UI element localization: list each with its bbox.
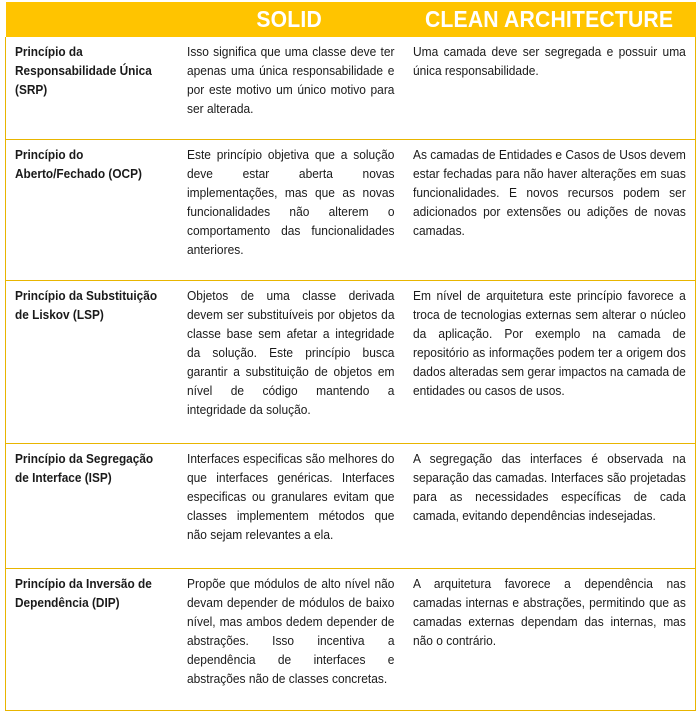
table-row xyxy=(6,569,696,711)
clean-architecture-description-text: A arquitetura favorece a dependência nas camadas internas e abstrações, permitindo que as camadas externas dependam das internas, mas não o contrário. xyxy=(412,577,686,648)
table-row xyxy=(6,444,696,569)
table-body xyxy=(6,37,696,711)
table-head xyxy=(6,2,696,37)
principle-name-text: Princípio da Segregação de Interface (ISP) xyxy=(15,452,154,485)
cell-solid-description xyxy=(178,281,404,444)
cell-principle-name xyxy=(6,281,178,444)
cell-clean-architecture-description xyxy=(404,281,696,444)
table-row xyxy=(6,281,696,444)
table-header-row xyxy=(6,2,696,37)
principle-name-text: Princípio do Aberto/Fechado (OCP) xyxy=(15,148,142,181)
cell-clean-architecture-description xyxy=(404,569,696,711)
solid-description-text: Propõe que módulos de alto nível não devam depender de módulos de baixo nível, mas ambos dedem depender de abstrações. Isso incentiva a dependência de interfaces e abstrações não de classes concretas. xyxy=(186,577,394,686)
principle-name-text: Princípio da Substituição de Liskov (LSP) xyxy=(15,289,158,322)
cell-principle-name xyxy=(6,37,178,140)
cell-clean-architecture-description xyxy=(404,140,696,281)
column-header-solid xyxy=(178,2,404,37)
solid-description-text: Interfaces especificas são melhores do que interfaces genéricas. Interfaces especificas ou granulares evitam que classes implementem métodos que não sejam relevantes a ela. xyxy=(186,452,394,542)
solid-clean-architecture-comparison-table xyxy=(5,2,696,711)
table-row xyxy=(6,37,696,140)
clean-architecture-description-text: As camadas de Entidades e Casos de Usos devem estar fechadas para não haver alterações em suas funcionalidades. E novos recursos podem ser adicionados por extensões ou adições de novas camadas. xyxy=(412,148,686,238)
column-header-clean-architecture xyxy=(404,2,696,37)
principle-name-text: Princípio da Responsabilidade Única (SRP) xyxy=(15,45,152,97)
cell-principle-name xyxy=(6,569,178,711)
cell-solid-description xyxy=(178,140,404,281)
column-header-clean-architecture-label: CLEAN ARCHITECTURE xyxy=(424,6,673,32)
solid-description-text: Este princípio objetiva que a solução deve estar aberta novas implementações, mas que as novas funcionalidades não alterem o comportamento das funcionalidades anteriores. xyxy=(186,148,394,257)
clean-architecture-description-text: Em nível de arquitetura este princípio favorece a troca de tecnologias externas sem alterar o núcleo da aplicação. Por exemplo na camada de repositório as informações podem ter a origem dos dados alteradas sem gerar impactos na camada de entidades ou casos de usos. xyxy=(412,289,686,398)
solid-description-text: Isso significa que uma classe deve ter apenas uma única responsabilidade e por este motivo um único motivo para ser alterada. xyxy=(186,45,394,116)
column-header-principle xyxy=(6,2,178,37)
cell-principle-name xyxy=(6,444,178,569)
solid-description-text: Objetos de uma classe derivada devem ser substituíveis por objetos da classe base sem afetar a integridade da solução. Este princípio busca garantir a substituição de objetos em nível de código mantendo a integridade da solução. xyxy=(186,289,394,417)
principle-name-text: Princípio da Inversão de Dependência (DIP) xyxy=(15,577,152,610)
clean-architecture-description-text: Uma camada deve ser segregada e possuir uma única responsabilidade. xyxy=(412,45,686,78)
cell-principle-name xyxy=(6,140,178,281)
cell-solid-description xyxy=(178,37,404,140)
table-row xyxy=(6,140,696,281)
cell-solid-description xyxy=(178,569,404,711)
cell-solid-description xyxy=(178,444,404,569)
cell-clean-architecture-description xyxy=(404,444,696,569)
column-header-solid-label: SOLID xyxy=(255,6,322,32)
cell-clean-architecture-description xyxy=(404,37,696,140)
clean-architecture-description-text: A segregação das interfaces é observada na separação das camadas. Interfaces são projetadas para as necessidades específicas de cada camada, evitando dependências indesejadas. xyxy=(412,452,686,523)
